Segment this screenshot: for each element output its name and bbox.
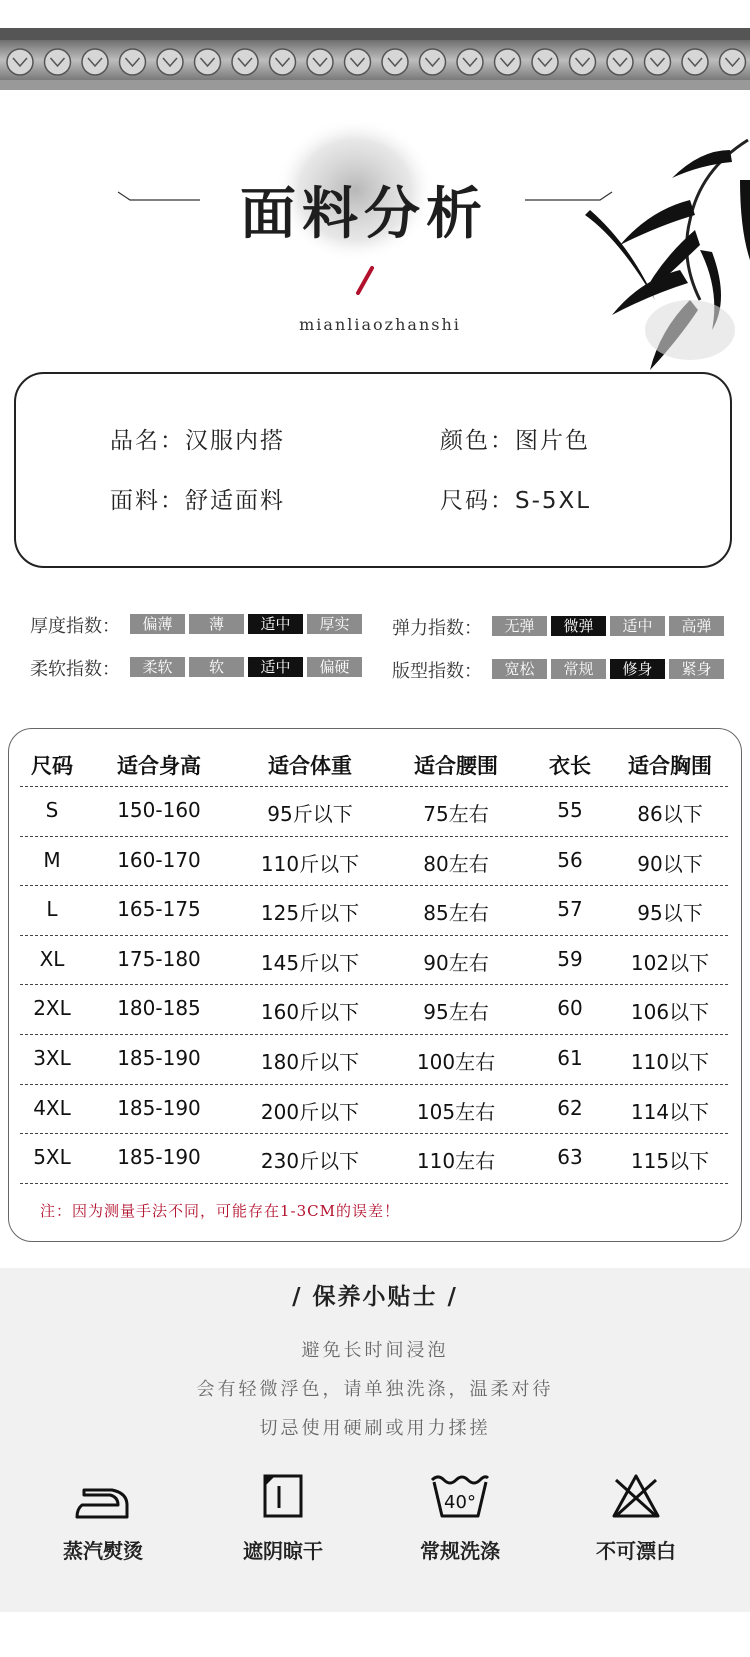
table-cell: 95左右 [423, 1000, 489, 1025]
table-cell: 105左右 [416, 1099, 496, 1124]
roof-tile [195, 49, 221, 75]
product-color-row [440, 422, 590, 455]
index-label-thickness: 厚度指数： [30, 616, 120, 637]
table-cell: 150-160 [117, 798, 201, 822]
table-row-divider [20, 935, 728, 936]
care-label-no-bleach: 不可漂白 [596, 1539, 676, 1563]
roof-tile [607, 49, 633, 75]
table-cell: 180斤以下 [260, 1050, 360, 1074]
title-decoration [0, 110, 750, 390]
care-label-iron: 蒸汽熨烫 [63, 1539, 143, 1563]
table-cell: 86以下 [637, 802, 703, 826]
table-cell: 110以下 [630, 1050, 710, 1074]
table-cell: 75左右 [423, 802, 489, 826]
table-header-cell: 衣长 [549, 754, 591, 778]
table-cell: XL [39, 946, 65, 971]
table-row-divider [20, 885, 728, 886]
index-option-fit: 紧身 [669, 659, 724, 679]
table-cell: 60 [557, 996, 583, 1021]
table-cell: 55 [557, 798, 583, 822]
care-tip-line: 会有轻微浮色，请单独洗涤，温柔对待 [196, 1379, 554, 1400]
index-option-fit: 常规 [551, 659, 606, 679]
roof-tile [720, 49, 746, 75]
table-header-cell: 尺码 [31, 754, 73, 778]
table-cell: 57 [557, 897, 583, 922]
roof-tile [382, 49, 408, 75]
roof-tile-banner [0, 0, 750, 100]
roof-tile [457, 49, 483, 75]
roof-tile [570, 49, 596, 75]
product-fabric-label: 面料： [110, 488, 185, 514]
table-cell: 3XL [33, 1046, 71, 1070]
table-header-cell: 适合腰围 [414, 754, 498, 778]
product-name-row [110, 422, 285, 455]
table-cell: 63 [557, 1145, 583, 1170]
index-option-thickness: 偏薄 [130, 614, 185, 634]
table-cell: L [46, 897, 58, 922]
table-cell: 95斤以下 [267, 802, 353, 826]
table-cell: 145斤以下 [260, 950, 360, 975]
roof-tile [307, 49, 333, 75]
table-row-divider [20, 1133, 728, 1134]
left-title-line [118, 192, 200, 200]
table-cell: 110左右 [416, 1149, 496, 1174]
product-fabric-row [110, 482, 285, 515]
table-cell: 175-180 [117, 946, 201, 971]
care-tip-line: 切忌使用硬刷或用力揉搓 [259, 1418, 491, 1439]
table-cell: 95以下 [637, 901, 703, 926]
roof-tile [345, 49, 371, 75]
table-cell: 125斤以下 [260, 901, 360, 926]
table-row-divider [20, 1084, 728, 1085]
table-cell: 115以下 [630, 1149, 710, 1174]
table-cell: 5XL [33, 1145, 71, 1170]
index-option-elasticity: 适中 [610, 616, 665, 636]
care-tip-line: 避免长时间浸泡 [301, 1340, 449, 1361]
index-option-elasticity: 微弹 [551, 616, 606, 636]
index-label-elasticity: 弹力指数： [392, 618, 482, 639]
index-option-softness: 偏硬 [307, 657, 362, 677]
table-cell: 114以下 [630, 1099, 710, 1124]
product-info-box [14, 372, 732, 568]
index-option-fit: 宽松 [492, 659, 547, 679]
index-label-fit: 版型指数： [392, 661, 482, 682]
product-size-row [440, 482, 591, 515]
iron-icon [72, 1475, 132, 1525]
table-header-cell: 适合身高 [117, 754, 201, 778]
table-cell: 62 [557, 1095, 583, 1120]
no-bleach-icon [606, 1472, 666, 1522]
product-size-value: S-5XL [515, 488, 592, 514]
product-size-label: 尺码： [440, 488, 515, 514]
table-cell: M [43, 847, 61, 872]
table-cell: 80左右 [423, 851, 489, 876]
table-cell: S [45, 798, 59, 822]
roof-tile [682, 49, 708, 75]
red-brush-mark [358, 268, 372, 293]
table-cell: 90以下 [637, 851, 703, 876]
index-option-softness: 软 [189, 657, 244, 677]
table-cell: 4XL [33, 1095, 71, 1120]
index-option-thickness: 适中 [248, 614, 303, 634]
table-row-divider [20, 1034, 728, 1035]
table-cell: 160斤以下 [260, 1000, 360, 1025]
table-cell: 160-170 [117, 847, 201, 872]
table-cell: 185-190 [117, 1046, 201, 1070]
product-name-label: 品名： [110, 428, 185, 454]
table-cell: 185-190 [117, 1145, 201, 1170]
care-title: / 保养小贴士 / [292, 1283, 458, 1310]
table-header-cell: 适合胸围 [628, 754, 712, 778]
roof-tile [120, 49, 146, 75]
product-name-value: 汉服内搭 [185, 428, 285, 454]
table-cell: 56 [557, 847, 583, 872]
index-label-softness: 柔软指数： [30, 659, 120, 680]
roof-tile [157, 49, 183, 75]
index-option-thickness: 厚实 [307, 614, 362, 634]
table-cell: 2XL [33, 996, 71, 1021]
roof-tile [532, 49, 558, 75]
bamboo-painting [585, 140, 750, 370]
measurement-note: 注：因为测量手法不同，可能存在1-3CM的误差！ [40, 1202, 400, 1220]
table-row-divider [20, 786, 728, 787]
page-title: 面料分析 [240, 181, 488, 247]
table-cell: 102以下 [630, 950, 710, 975]
wash-40-icon [430, 1472, 490, 1522]
roof-tile [420, 49, 446, 75]
table-cell: 230斤以下 [260, 1149, 360, 1174]
product-color-label: 颜色： [440, 428, 515, 454]
table-cell: 165-175 [117, 897, 201, 922]
roof-tile [82, 49, 108, 75]
roof-tile [7, 49, 33, 75]
table-cell: 100左右 [416, 1050, 496, 1074]
table-cell: 110斤以下 [260, 851, 360, 876]
care-label-shade-dry: 遮阴晾干 [243, 1539, 323, 1563]
index-option-softness: 柔软 [130, 657, 185, 677]
shade-dry-icon [253, 1472, 313, 1522]
table-cell: 61 [557, 1046, 583, 1070]
roof-tile [495, 49, 521, 75]
table-cell: 180-185 [117, 996, 201, 1021]
roof-tile [270, 49, 296, 75]
product-color-value: 图片色 [515, 428, 590, 454]
table-row-divider [20, 1183, 728, 1184]
table-cell: 90左右 [423, 950, 489, 975]
table-row-divider [20, 836, 728, 837]
care-label-wash: 常规洗涤 [420, 1539, 500, 1563]
index-option-softness: 适中 [248, 657, 303, 677]
index-option-elasticity: 高弹 [669, 616, 724, 636]
table-cell: 200斤以下 [260, 1099, 360, 1124]
index-option-fit: 修身 [610, 659, 665, 679]
product-fabric-value: 舒适面料 [185, 488, 285, 514]
roof-tile [45, 49, 71, 75]
table-cell: 106以下 [630, 1000, 710, 1025]
page-subtitle: mianliaozhanshi [299, 315, 461, 334]
index-option-elasticity: 无弹 [492, 616, 547, 636]
roof-tile [232, 49, 258, 75]
table-header-cell: 适合体重 [268, 754, 352, 778]
table-cell: 59 [557, 946, 583, 971]
table-cell: 185-190 [117, 1095, 201, 1120]
roof-tile [645, 49, 671, 75]
wash-temperature: 40° [444, 1492, 476, 1513]
table-cell: 85左右 [423, 901, 489, 926]
table-row-divider [20, 984, 728, 985]
index-option-thickness: 薄 [189, 614, 244, 634]
right-title-line [525, 192, 612, 200]
